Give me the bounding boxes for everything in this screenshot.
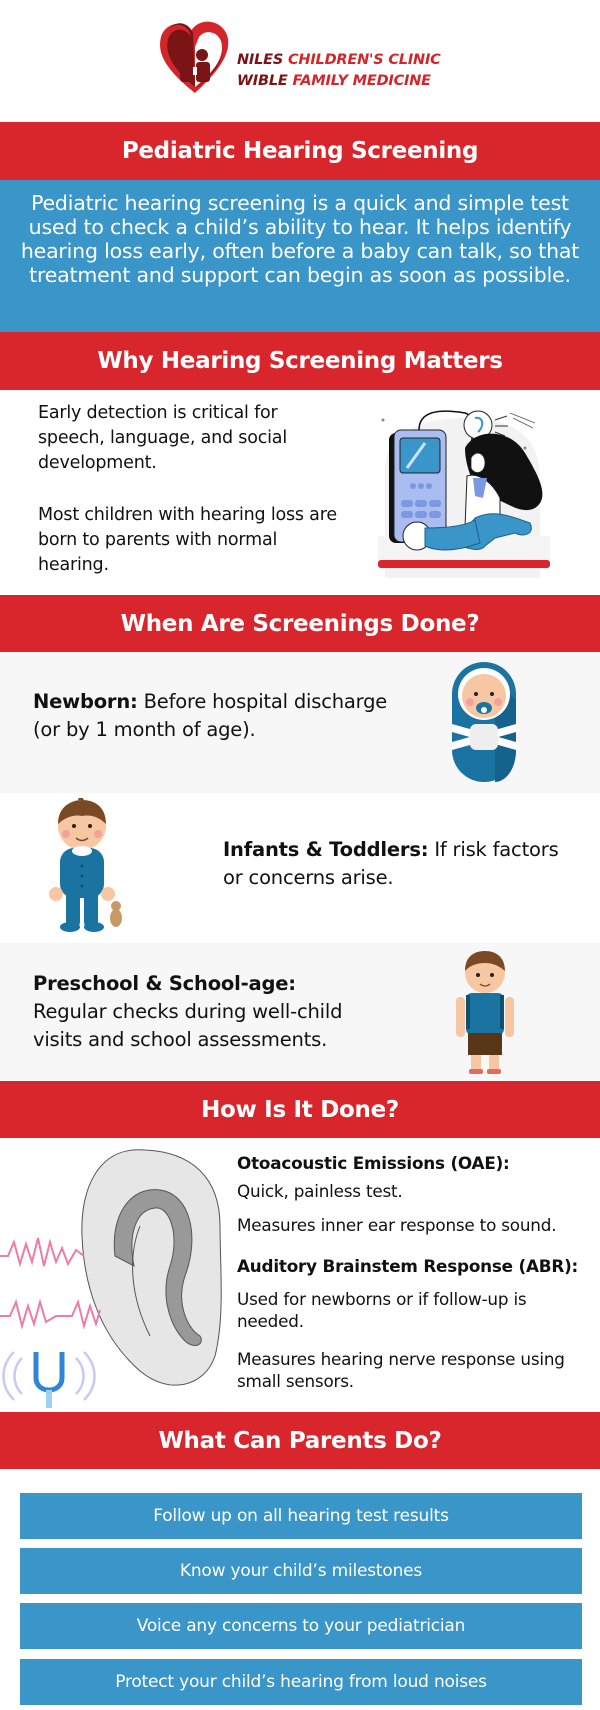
how-section bbox=[0, 1138, 600, 1412]
logo-line-2 bbox=[237, 73, 431, 89]
oae-point-1: Quick, painless test. bbox=[237, 1181, 403, 1201]
heart-family-icon bbox=[155, 17, 235, 97]
when-item-infants bbox=[0, 793, 600, 943]
infants-label: Infants & Toddlers: bbox=[223, 838, 429, 861]
oae-point-2: Measures inner ear response to sound. bbox=[237, 1215, 557, 1235]
when-section-title: When Are Screenings Done? bbox=[0, 595, 600, 652]
newborn-description: Before hospital discharge (or by 1 month of age). bbox=[33, 690, 388, 741]
logo-niles: NILES bbox=[237, 52, 288, 68]
why-point-1: Early detection is critical for speech, language, and social development. bbox=[38, 403, 287, 473]
infants-text bbox=[223, 836, 578, 892]
logo-wible: WIBLE bbox=[237, 73, 293, 89]
why-point-2: Most children with hearing loss are born to parents with normal hearing. bbox=[38, 505, 337, 575]
why-section bbox=[0, 390, 600, 595]
page-title: Pediatric Hearing Screening bbox=[0, 122, 600, 180]
parents-tip-milestones[interactable]: Know your child’s milestones bbox=[20, 1548, 582, 1594]
clinic-logo bbox=[0, 0, 600, 122]
ear-soundwave-tuningfork-illustration bbox=[0, 1146, 225, 1408]
intro-text: Pediatric hearing screening is a quick and simple test used to check a child’s ability to hear. It helps identify hearing loss early, often before a baby can talk, so that treatment and support can begin as soon as possible. bbox=[0, 180, 600, 332]
when-item-newborn bbox=[0, 652, 600, 793]
logo-childrens-clinic: CHILDREN'S CLINIC bbox=[287, 52, 441, 68]
logo-family-medicine: FAMILY MEDICINE bbox=[292, 73, 431, 89]
preschool-text bbox=[33, 970, 393, 1054]
schoolboy-backpack-icon bbox=[452, 949, 518, 1077]
why-section-title: Why Hearing Screening Matters bbox=[0, 332, 600, 390]
doctor-screening-infant-illustration bbox=[375, 408, 555, 578]
swaddled-baby-icon bbox=[450, 660, 518, 785]
preschool-label: Preschool & School-age: bbox=[33, 972, 296, 995]
how-section-title: How Is It Done? bbox=[0, 1081, 600, 1138]
oae-heading: Otoacoustic Emissions (OAE): bbox=[237, 1153, 510, 1173]
toddler-with-teddy-icon bbox=[46, 798, 128, 933]
logo-line-1 bbox=[237, 52, 441, 68]
newborn-text bbox=[33, 688, 393, 744]
abr-point-1: Used for newborns or if follow-up is needed. bbox=[237, 1289, 527, 1331]
abr-heading: Auditory Brainstem Response (ABR): bbox=[237, 1256, 579, 1276]
parents-tip-voice-concerns[interactable]: Voice any concerns to your pediatrician bbox=[20, 1603, 582, 1649]
parents-section-title: What Can Parents Do? bbox=[0, 1412, 600, 1469]
parents-section bbox=[0, 1469, 600, 1710]
parents-tip-follow-up[interactable]: Follow up on all hearing test results bbox=[20, 1493, 582, 1539]
parents-tip-protect-hearing[interactable]: Protect your child’s hearing from loud noises bbox=[20, 1659, 582, 1705]
when-item-preschool bbox=[0, 943, 600, 1081]
infants-description: If risk factors or concerns arise. bbox=[223, 838, 559, 889]
abr-point-2: Measures hearing nerve response using small sensors. bbox=[237, 1349, 565, 1391]
preschool-description: Regular checks during well-child visits and school assessments. bbox=[33, 1000, 343, 1051]
newborn-label: Newborn: bbox=[33, 690, 138, 713]
